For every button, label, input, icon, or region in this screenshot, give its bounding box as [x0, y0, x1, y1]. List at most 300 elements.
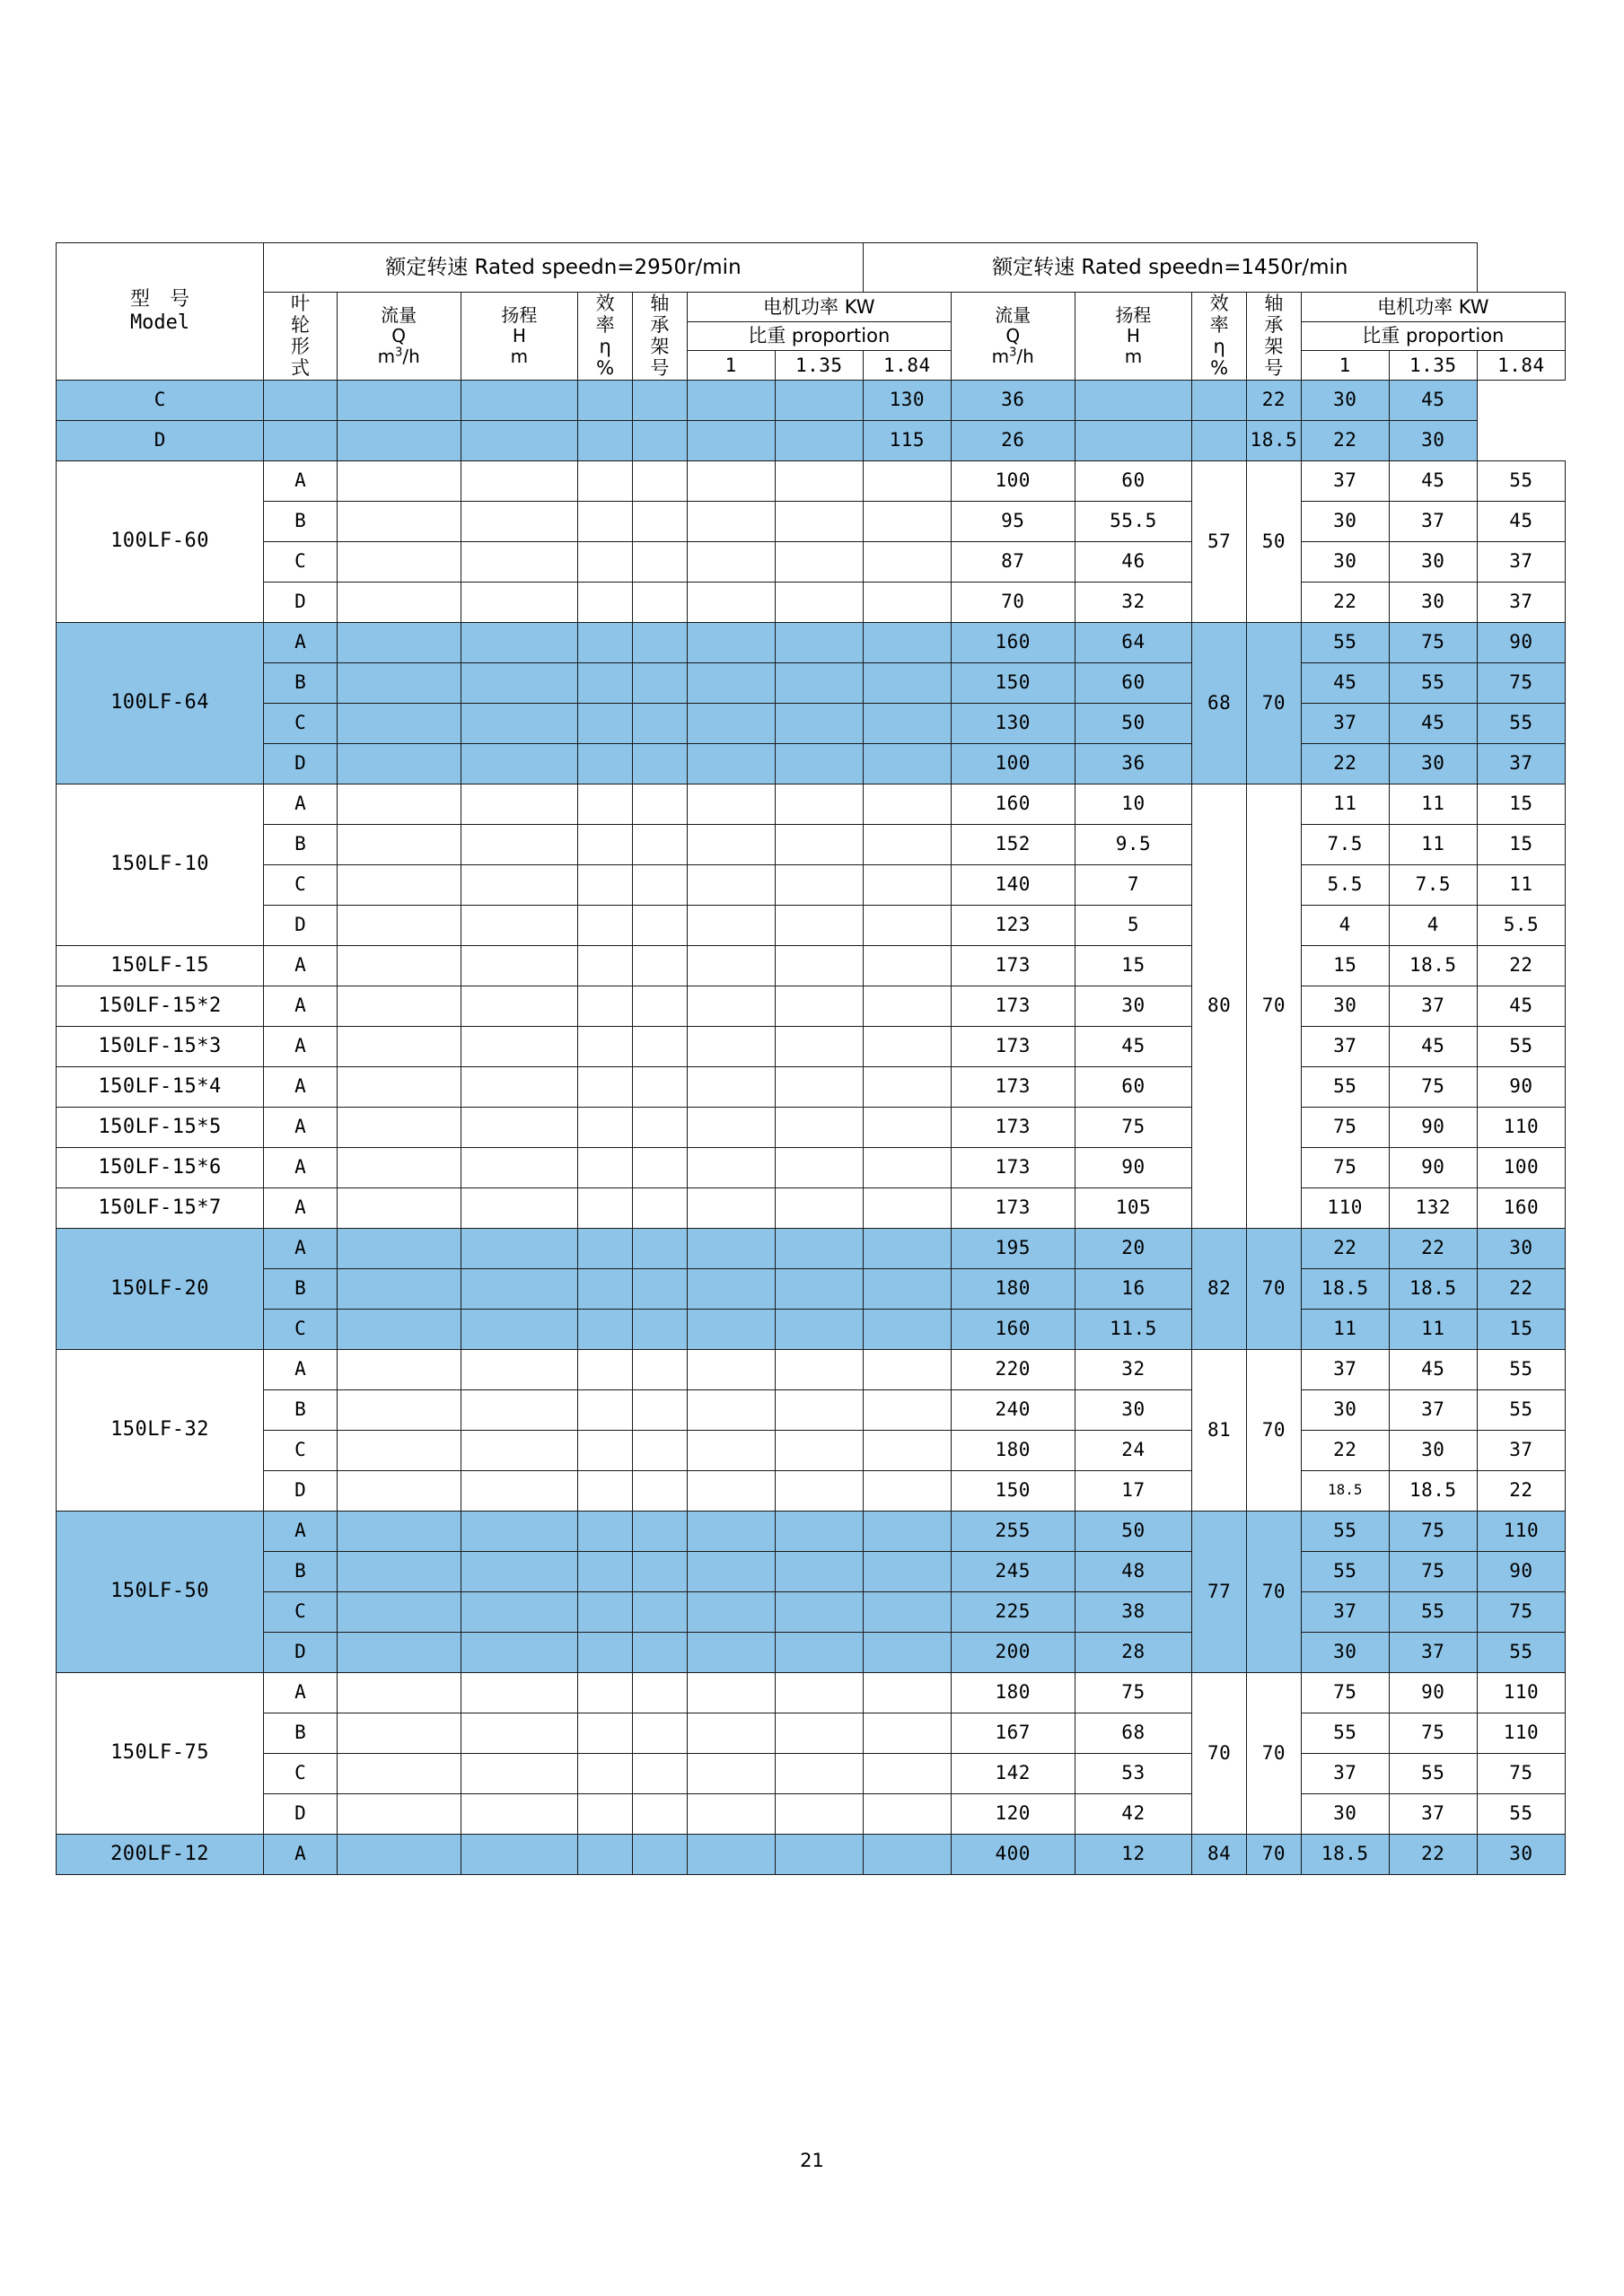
- impeller-type-cell: A: [264, 1672, 338, 1713]
- bearing-1450-cell: [1192, 420, 1247, 460]
- flow-2950-cell: [337, 460, 461, 501]
- flow-2950-cell: [337, 1632, 461, 1672]
- power-p3-2950-cell: [775, 380, 863, 420]
- power-p2-1450-cell: 75: [1389, 622, 1477, 662]
- head-2950-cell: [461, 1187, 578, 1228]
- head-1450-cell: 26: [951, 420, 1075, 460]
- power-p3-1450-cell: 55: [1477, 460, 1565, 501]
- flow-1450-cell: 195: [951, 1228, 1075, 1268]
- power-p2-2950-cell: [775, 945, 863, 986]
- efficiency-1450-cell: 82: [1192, 1228, 1247, 1349]
- power-p3-2950-cell: [863, 1632, 951, 1672]
- power-p3-2950-cell: [863, 784, 951, 824]
- head-2950-cell: [461, 1309, 578, 1349]
- flow-2950-cell: [337, 541, 461, 582]
- bearing-1450-cell: 50: [1247, 460, 1302, 622]
- header-power-2950: 电机功率 KW: [687, 293, 951, 322]
- power-p3-1450-cell: 55: [1477, 1793, 1565, 1834]
- efficiency-2950-cell: [578, 864, 633, 905]
- power-p2-1450-cell: 18.5: [1389, 1470, 1477, 1511]
- head-2950-cell: [461, 1551, 578, 1591]
- flow-1450-cell: 173: [951, 1147, 1075, 1187]
- power-p3-1450-cell: 37: [1477, 1430, 1565, 1470]
- table-row: [57, 1793, 1566, 1834]
- power-p1-2950-cell: [687, 864, 775, 905]
- impeller-type-cell: B: [264, 501, 338, 541]
- flow-1450-cell: 180: [951, 1268, 1075, 1309]
- impeller-type-cell: A: [264, 1834, 338, 1874]
- head-2950-cell: [337, 380, 461, 420]
- power-p3-1450-cell: 37: [1477, 582, 1565, 622]
- head-1450-cell: 32: [1075, 582, 1192, 622]
- header-row-columns: [57, 293, 1566, 322]
- efficiency-2950-cell: [578, 582, 633, 622]
- flow-1450-cell: 167: [951, 1713, 1075, 1753]
- head-2950-cell: [461, 1026, 578, 1066]
- power-p3-2950-cell: [863, 1389, 951, 1430]
- header-p1-1450: 1: [1301, 351, 1389, 381]
- power-p2-2950-cell: [775, 905, 863, 945]
- power-p1-2950-cell: [687, 1430, 775, 1470]
- table-row: [57, 743, 1566, 784]
- power-p3-1450-cell: 15: [1477, 784, 1565, 824]
- power-p1-2950-cell: [687, 1228, 775, 1268]
- power-p3-2950-cell: [863, 622, 951, 662]
- power-p2-2950-cell: [775, 784, 863, 824]
- power-p1-1450-cell: 55: [1301, 622, 1389, 662]
- table-row: [57, 1591, 1566, 1632]
- power-p3-2950-cell: [863, 1228, 951, 1268]
- flow-2950-cell: [337, 1026, 461, 1066]
- flow-2950-cell: [337, 824, 461, 864]
- table-row: [57, 1309, 1566, 1349]
- head-2950-cell: [461, 703, 578, 743]
- head-2950-cell: [461, 501, 578, 541]
- power-p1-2950-cell: [687, 986, 775, 1026]
- head-1450-cell: 10: [1075, 784, 1192, 824]
- impeller-type-cell: C: [57, 380, 264, 420]
- model-name-cell: 150LF-75: [57, 1672, 264, 1834]
- power-p3-1450-cell: 75: [1477, 1753, 1565, 1793]
- efficiency-1450-cell: 57: [1192, 460, 1247, 622]
- head-2950-cell: [461, 1066, 578, 1107]
- head-1450-cell: 17: [1075, 1470, 1192, 1511]
- header-speed-1450: 额定转速 Rated speedn=1450r/min: [863, 243, 1477, 293]
- flow-2950-cell: [337, 945, 461, 986]
- impeller-type-cell: B: [264, 1713, 338, 1753]
- bearing-2950-cell: [632, 1834, 687, 1874]
- model-name-cell: 100LF-64: [57, 622, 264, 784]
- model-name-cell: 150LF-15*5: [57, 1107, 264, 1147]
- power-p1-2950-cell: [687, 501, 775, 541]
- table-row: [57, 1430, 1566, 1470]
- head-1450-cell: 36: [1075, 743, 1192, 784]
- model-name-cell: 150LF-10: [57, 784, 264, 945]
- power-p2-1450-cell: 75: [1389, 1713, 1477, 1753]
- table-row: [57, 986, 1566, 1026]
- power-p1-1450-cell: 30: [1301, 1389, 1389, 1430]
- flow-2950-cell: [337, 1430, 461, 1470]
- efficiency-2950-cell: [578, 1389, 633, 1430]
- head-2950-cell: [461, 582, 578, 622]
- flow-2950-cell: [337, 1591, 461, 1632]
- power-p2-2950-cell: [687, 380, 775, 420]
- power-p1-2950-cell: [687, 622, 775, 662]
- head-1450-cell: 45: [1075, 1026, 1192, 1066]
- power-p2-1450-cell: 55: [1389, 662, 1477, 703]
- power-p3-1450-cell: 75: [1477, 662, 1565, 703]
- power-p3-2950-cell: [863, 1147, 951, 1187]
- bearing-2950-cell: [578, 380, 633, 420]
- head-1450-cell: 42: [1075, 1793, 1192, 1834]
- power-p1-2950-cell: [687, 945, 775, 986]
- power-p2-1450-cell: 30: [1301, 380, 1389, 420]
- table-row: [57, 824, 1566, 864]
- header-flow-1450: 流量 Q $m^3/h$: [951, 293, 1075, 381]
- impeller-type-cell: A: [264, 945, 338, 986]
- head-2950-cell: [461, 1753, 578, 1793]
- flow-2950-cell: [337, 1793, 461, 1834]
- power-p3-2950-cell: [863, 1107, 951, 1147]
- flow-2950-cell: [337, 1551, 461, 1591]
- flow-2950-cell: [337, 1309, 461, 1349]
- bearing-2950-cell: [632, 784, 687, 824]
- power-p1-1450-cell: 18.5: [1301, 1470, 1389, 1511]
- bearing-2950-cell: [632, 743, 687, 784]
- power-p2-1450-cell: 37: [1389, 1389, 1477, 1430]
- head-2950-cell: [461, 1430, 578, 1470]
- table-row: [57, 420, 1566, 460]
- bearing-2950-cell: [632, 1551, 687, 1591]
- head-1450-cell: 16: [1075, 1268, 1192, 1309]
- table-header: [57, 243, 1566, 381]
- power-p3-1450-cell: 15: [1477, 1309, 1565, 1349]
- power-p3-1450-cell: 30: [1477, 1834, 1565, 1874]
- power-p2-1450-cell: 45: [1389, 460, 1477, 501]
- efficiency-2950-cell: [578, 501, 633, 541]
- flow-1450-cell: 160: [951, 1309, 1075, 1349]
- table-row: [57, 1753, 1566, 1793]
- power-p3-2950-cell: [863, 1834, 951, 1874]
- power-p2-1450-cell: 55: [1389, 1591, 1477, 1632]
- power-p1-2950-cell: [687, 1268, 775, 1309]
- head-2950-cell: [461, 622, 578, 662]
- power-p2-2950-cell: [775, 1026, 863, 1066]
- header-impeller-2950: 叶 轮 形 式: [264, 293, 338, 381]
- bearing-2950-cell: [632, 1713, 687, 1753]
- impeller-type-cell: A: [264, 986, 338, 1026]
- power-p1-1450-cell: 5.5: [1301, 864, 1389, 905]
- power-p3-1450-cell: 90: [1477, 1066, 1565, 1107]
- head-2950-cell: [461, 905, 578, 945]
- efficiency-2950-cell: [578, 1470, 633, 1511]
- table-row: [57, 1066, 1566, 1107]
- power-p1-1450-cell: 55: [1301, 1511, 1389, 1551]
- impeller-type-cell: D: [264, 1470, 338, 1511]
- power-p2-1450-cell: 11: [1389, 824, 1477, 864]
- efficiency-2950-cell: [578, 743, 633, 784]
- table-row: [57, 1551, 1566, 1591]
- head-2950-cell: [461, 824, 578, 864]
- flow-2950-cell: [337, 582, 461, 622]
- flow-2950-cell: [264, 420, 338, 460]
- head-1450-cell: 24: [1075, 1430, 1192, 1470]
- impeller-type-cell: A: [264, 1107, 338, 1147]
- power-p1-1450-cell: 11: [1301, 784, 1389, 824]
- power-p1-1450-cell: 30: [1301, 1632, 1389, 1672]
- power-p1-1450-cell: 22: [1301, 582, 1389, 622]
- flow-2950-cell: [337, 864, 461, 905]
- head-2950-cell: [461, 864, 578, 905]
- power-p1-1450-cell: 75: [1301, 1147, 1389, 1187]
- power-p1-1450-cell: 18.5: [1301, 1834, 1389, 1874]
- power-p1-1450-cell: 110: [1301, 1187, 1389, 1228]
- head-2950-cell: [461, 1591, 578, 1632]
- head-1450-cell: 12: [1075, 1834, 1192, 1874]
- power-p3-1450-cell: 15: [1477, 824, 1565, 864]
- model-name-cell: 150LF-15*7: [57, 1187, 264, 1228]
- header-efficiency-2950: 效 率 η %: [578, 293, 633, 381]
- power-p3-1450-cell: 75: [1477, 1591, 1565, 1632]
- power-p1-2950-cell: [687, 1349, 775, 1389]
- head-1450-cell: 11.5: [1075, 1309, 1192, 1349]
- power-p2-2950-cell: [775, 1268, 863, 1309]
- power-p2-2950-cell: [775, 986, 863, 1026]
- head-2950-cell: [461, 1632, 578, 1672]
- power-p3-2950-cell: [863, 1753, 951, 1793]
- table-row: [57, 945, 1566, 986]
- impeller-type-cell: A: [264, 784, 338, 824]
- efficiency-2950-cell: [578, 703, 633, 743]
- head-2950-cell: [461, 1107, 578, 1147]
- flow-1450-cell: 150: [951, 662, 1075, 703]
- flow-2950-cell: [337, 1107, 461, 1147]
- power-p2-1450-cell: 37: [1389, 1793, 1477, 1834]
- impeller-type-cell: C: [264, 1430, 338, 1470]
- power-p3-1450-cell: 110: [1477, 1713, 1565, 1753]
- impeller-type-cell: C: [264, 1753, 338, 1793]
- flow-1450-cell: 140: [951, 864, 1075, 905]
- efficiency-1450-cell: 81: [1192, 1349, 1247, 1511]
- flow-2950-cell: [337, 1753, 461, 1793]
- power-p3-2950-cell: [863, 945, 951, 986]
- efficiency-2950-cell: [578, 1511, 633, 1551]
- table-row: [57, 380, 1566, 420]
- flow-2950-cell: [337, 1511, 461, 1551]
- model-name-cell: 150LF-15: [57, 945, 264, 986]
- flow-1450-cell: 160: [951, 784, 1075, 824]
- head-2950-cell: [461, 1672, 578, 1713]
- header-head-2950: 扬程 H m: [461, 293, 578, 381]
- efficiency-2950-cell: [578, 460, 633, 501]
- table-row: [57, 1672, 1566, 1713]
- power-p2-2950-cell: [775, 582, 863, 622]
- power-p3-1450-cell: 37: [1477, 541, 1565, 582]
- flow-1450-cell: 115: [863, 420, 951, 460]
- power-p2-1450-cell: 75: [1389, 1551, 1477, 1591]
- efficiency-2950-cell: [578, 1591, 633, 1632]
- power-p2-1450-cell: 30: [1389, 582, 1477, 622]
- power-p3-1450-cell: 30: [1389, 420, 1477, 460]
- flow-2950-cell: [337, 1349, 461, 1389]
- head-2950-cell: [461, 662, 578, 703]
- flow-2950-cell: [337, 1713, 461, 1753]
- bearing-2950-cell: [632, 1066, 687, 1107]
- power-p3-1450-cell: 45: [1389, 380, 1477, 420]
- head-2950-cell: [461, 945, 578, 986]
- power-p1-2950-cell: [687, 1591, 775, 1632]
- bearing-1450-cell: 70: [1247, 1349, 1302, 1511]
- power-p1-2950-cell: [687, 743, 775, 784]
- bearing-1450-cell: 70: [1247, 1228, 1302, 1349]
- power-p2-1450-cell: 37: [1389, 1632, 1477, 1672]
- efficiency-1450-cell: [1075, 380, 1192, 420]
- power-p3-2950-cell: [863, 1713, 951, 1753]
- header-p2-1450: 1.35: [1389, 351, 1477, 381]
- head-1450-cell: 90: [1075, 1147, 1192, 1187]
- power-p2-2950-cell: [775, 1511, 863, 1551]
- power-p2-2950-cell: [775, 1551, 863, 1591]
- bearing-2950-cell: [578, 420, 633, 460]
- flow-1450-cell: 220: [951, 1349, 1075, 1389]
- bearing-2950-cell: [632, 1107, 687, 1147]
- header-power-1450: 电机功率 KW: [1301, 293, 1565, 322]
- spec-table-container: [56, 242, 1566, 1875]
- efficiency-2950-cell: [578, 1147, 633, 1187]
- head-1450-cell: 105: [1075, 1187, 1192, 1228]
- power-p3-1450-cell: 22: [1477, 1268, 1565, 1309]
- impeller-type-cell: B: [264, 1389, 338, 1430]
- flow-1450-cell: 173: [951, 945, 1075, 986]
- head-2950-cell: [461, 1147, 578, 1187]
- power-p3-2950-cell: [863, 541, 951, 582]
- flow-1450-cell: 255: [951, 1511, 1075, 1551]
- power-p2-1450-cell: 75: [1389, 1066, 1477, 1107]
- efficiency-2950-cell: [578, 824, 633, 864]
- flow-2950-cell: [337, 986, 461, 1026]
- power-p1-1450-cell: 55: [1301, 1551, 1389, 1591]
- head-1450-cell: 60: [1075, 662, 1192, 703]
- flow-2950-cell: [337, 905, 461, 945]
- efficiency-2950-cell: [578, 1268, 633, 1309]
- impeller-type-cell: A: [264, 1511, 338, 1551]
- power-p2-1450-cell: 4: [1389, 905, 1477, 945]
- power-p1-1450-cell: 45: [1301, 662, 1389, 703]
- power-p2-1450-cell: 45: [1389, 703, 1477, 743]
- power-p1-2950-cell: [687, 1834, 775, 1874]
- power-p1-2950-cell: [687, 460, 775, 501]
- table-row: [57, 501, 1566, 541]
- model-name-cell: 150LF-50: [57, 1511, 264, 1672]
- power-p1-1450-cell: 22: [1301, 1430, 1389, 1470]
- head-2950-cell: [461, 1793, 578, 1834]
- head-1450-cell: 75: [1075, 1107, 1192, 1147]
- power-p3-1450-cell: 160: [1477, 1187, 1565, 1228]
- power-p2-2950-cell: [775, 1147, 863, 1187]
- power-p3-2950-cell: [863, 1470, 951, 1511]
- power-p3-1450-cell: 100: [1477, 1147, 1565, 1187]
- head-1450-cell: 15: [1075, 945, 1192, 986]
- power-p2-2950-cell: [775, 1430, 863, 1470]
- power-p1-2950-cell: [687, 1551, 775, 1591]
- efficiency-2950-cell: [578, 1551, 633, 1591]
- power-p1-2950-cell: [632, 380, 687, 420]
- efficiency-2950-cell: [578, 1066, 633, 1107]
- flow-1450-cell: 130: [863, 380, 951, 420]
- header-p1-2950: 1: [687, 351, 775, 381]
- power-p1-2950-cell: [687, 784, 775, 824]
- power-p3-2950-cell: [863, 582, 951, 622]
- efficiency-2950-cell: [578, 1632, 633, 1672]
- power-p2-2950-cell: [775, 1066, 863, 1107]
- bearing-2950-cell: [632, 1793, 687, 1834]
- head-1450-cell: 30: [1075, 1389, 1192, 1430]
- header-p3-2950: 1.84: [863, 351, 951, 381]
- power-p2-2950-cell: [775, 1713, 863, 1753]
- head-1450-cell: 46: [1075, 541, 1192, 582]
- head-2950-cell: [337, 420, 461, 460]
- flow-1450-cell: 173: [951, 1026, 1075, 1066]
- power-p3-1450-cell: 110: [1477, 1107, 1565, 1147]
- power-p3-1450-cell: 45: [1477, 986, 1565, 1026]
- head-1450-cell: 20: [1075, 1228, 1192, 1268]
- power-p1-1450-cell: 37: [1301, 1026, 1389, 1066]
- power-p1-2950-cell: [687, 1026, 775, 1066]
- bearing-2950-cell: [632, 1591, 687, 1632]
- model-name-cell: 150LF-32: [57, 1349, 264, 1511]
- table-row: [57, 1026, 1566, 1066]
- power-p3-2950-cell: [863, 1187, 951, 1228]
- head-1450-cell: 36: [951, 380, 1075, 420]
- power-p1-1450-cell: 37: [1301, 1591, 1389, 1632]
- bearing-2950-cell: [632, 1228, 687, 1268]
- impeller-type-cell: C: [264, 864, 338, 905]
- power-p2-1450-cell: 30: [1389, 541, 1477, 582]
- head-2950-cell: [461, 1389, 578, 1430]
- flow-1450-cell: 87: [951, 541, 1075, 582]
- efficiency-1450-cell: 77: [1192, 1511, 1247, 1672]
- head-2950-cell: [461, 1349, 578, 1389]
- bearing-1450-cell: 70: [1247, 1511, 1302, 1672]
- power-p1-1450-cell: 18.5: [1301, 1268, 1389, 1309]
- power-p3-1450-cell: 22: [1477, 945, 1565, 986]
- impeller-type-cell: D: [264, 743, 338, 784]
- power-p1-2950-cell: [687, 1632, 775, 1672]
- power-p3-1450-cell: 37: [1477, 743, 1565, 784]
- power-p1-1450-cell: 7.5: [1301, 824, 1389, 864]
- power-p3-2950-cell: [863, 1309, 951, 1349]
- page-number: 21: [800, 2150, 824, 2171]
- head-1450-cell: 53: [1075, 1753, 1192, 1793]
- impeller-type-cell: A: [264, 1147, 338, 1187]
- bearing-2950-cell: [632, 1147, 687, 1187]
- head-1450-cell: 48: [1075, 1551, 1192, 1591]
- power-p2-2950-cell: [775, 1793, 863, 1834]
- model-name-cell: 100LF-60: [57, 460, 264, 622]
- header-head-1450: 扬程 H m: [1075, 293, 1192, 381]
- power-p3-1450-cell: 55: [1477, 1632, 1565, 1672]
- power-p3-2950-cell: [863, 662, 951, 703]
- table-row: [57, 905, 1566, 945]
- power-p2-1450-cell: 45: [1389, 1026, 1477, 1066]
- bearing-2950-cell: [632, 622, 687, 662]
- power-p2-1450-cell: 90: [1389, 1147, 1477, 1187]
- bearing-2950-cell: [632, 864, 687, 905]
- flow-2950-cell: [337, 1834, 461, 1874]
- power-p3-2950-cell: [863, 703, 951, 743]
- power-p3-2950-cell: [863, 743, 951, 784]
- flow-1450-cell: 400: [951, 1834, 1075, 1874]
